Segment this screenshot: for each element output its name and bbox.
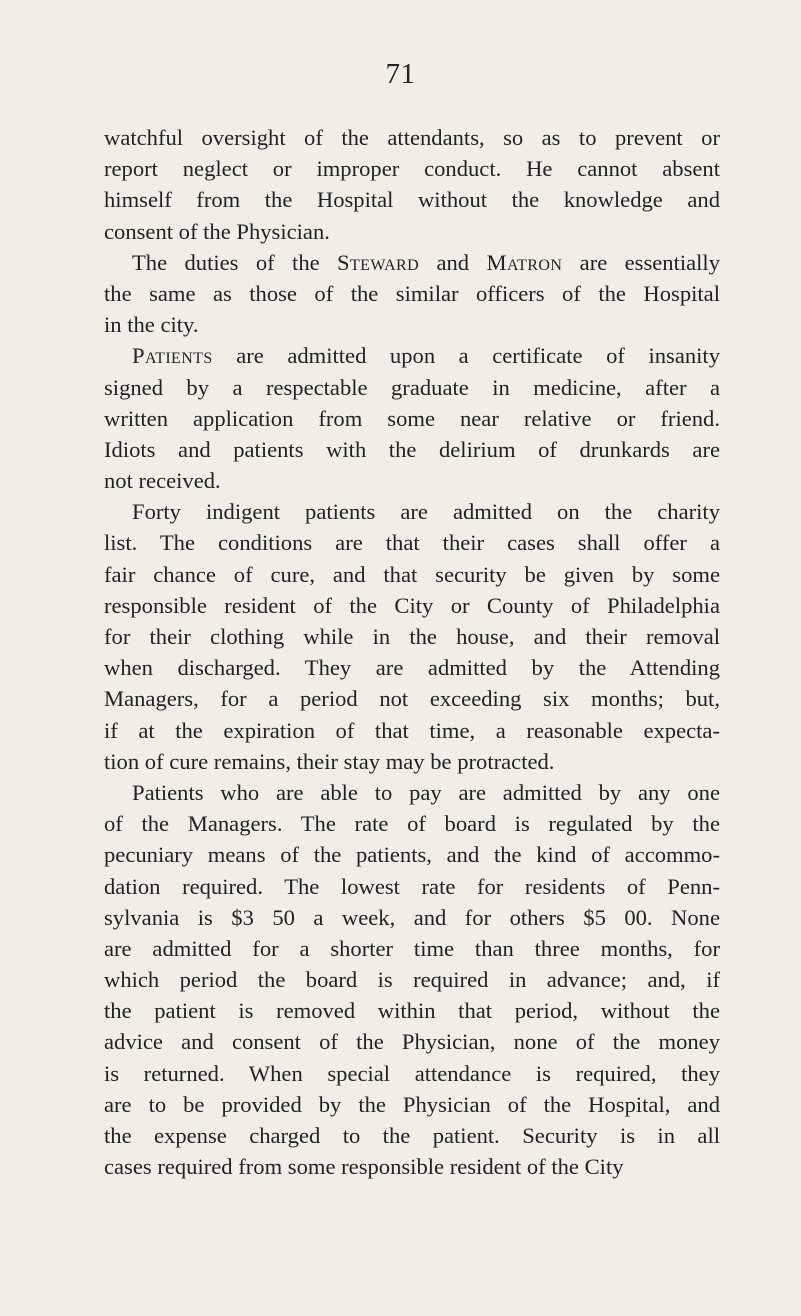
text-line [104,1026,720,1057]
text-run: fair chance of cure, and that security be given by some [104,561,720,587]
text-line [104,715,720,746]
text-run: when discharged. They are admitted by the Attending [104,655,720,681]
text-line [104,777,720,808]
text-line [104,309,720,340]
text-line [104,527,720,558]
text-line [104,122,720,153]
text-line [104,652,720,683]
text-run: advice and consent of the Physician, none of the money [104,1029,720,1055]
text-run: of the Managers. The rate of board is regulated by the [104,811,720,837]
text-line [104,1058,720,1089]
text-run: list. The conditions are that their cases shall offer a [104,530,720,556]
text-line [104,590,720,621]
text-line [104,403,720,434]
text-line [104,340,720,371]
text-line [104,278,720,309]
text-line [104,465,720,496]
text-run: signed by a respectable graduate in medicine, after a [104,374,720,400]
text-line [104,559,720,590]
text-line [104,434,720,465]
text-line [104,683,720,714]
text-line [104,372,720,403]
text-line [104,1151,720,1182]
text-run: is returned. When special attendance is required, they [104,1060,720,1086]
text-run: the patient is removed within that period, without the [104,998,720,1024]
small-caps-term: Steward [337,249,420,275]
text-run: The duties of the [132,249,338,275]
text-run: written application from some near relative or friend. [104,405,720,431]
text-run: report neglect or improper conduct. He cannot absent [104,156,720,182]
text-run: and [419,249,487,275]
text-line [104,964,720,995]
text-run: are admitted upon a certificate of insanity [212,343,720,369]
text-run: for their clothing while in the house, and their removal [104,624,720,649]
text-line [104,871,720,902]
text-run: in the city. [104,312,199,338]
text-run: are to be provided by the Physician of the Hospital, and [104,1091,720,1117]
text-run: sylvania is $3 50 a week, and for others $5 00. None [104,904,720,930]
text-line [104,496,720,527]
text-line [104,184,720,215]
text-line [104,247,720,278]
text-run: tion of cure remains, their stay may be protracted. [104,748,555,774]
text-run: dation required. The lowest rate for residents of Penn- [104,873,720,899]
text-line [104,153,720,184]
text-line [104,1089,720,1120]
text-line [104,902,720,933]
page-number: 71 [385,58,416,90]
text-line [104,933,720,964]
text-line [104,746,720,777]
text-run: responsible resident of the City or County of Philadelphia [104,592,720,618]
small-caps-term: Matron [486,249,563,275]
text-run: the same as those of the similar officers of the Hospital [104,280,720,306]
text-run: pecuniary means of the patients, and the kind of accommo- [104,842,720,868]
text-line [104,1120,720,1151]
text-run: the expense charged to the patient. Security is in all [104,1123,720,1148]
text-run: Forty indigent patients are admitted on the charity [132,499,720,525]
text-line [104,808,720,839]
text-run: Managers, for a period not exceeding six months; but, [104,686,720,712]
text-run: Idiots and patients with the delirium of drunkards are [104,436,720,462]
text-run: himself from the Hospital without the knowledge and [104,187,720,213]
text-run: cases required from some responsible resident of the City [104,1154,624,1180]
small-caps-term: Patients [132,343,213,369]
text-line [104,216,720,247]
text-line [104,621,720,652]
body-text [104,122,720,1182]
text-run: watchful oversight of the attendants, so as to prevent or [104,125,720,150]
text-run: which period the board is required in advance; and, if [104,967,720,993]
text-line [104,995,720,1026]
text-run: are admitted for a shorter time than three months, for [104,935,720,961]
text-line [104,839,720,870]
text-run: consent of the Physician. [104,218,330,244]
text-run: if at the expiration of that time, a reasonable expecta- [104,717,720,743]
text-run: not received. [104,468,221,494]
text-run: Patients who are able to pay are admitted by any one [132,779,720,805]
text-run: are essentially [562,249,721,275]
